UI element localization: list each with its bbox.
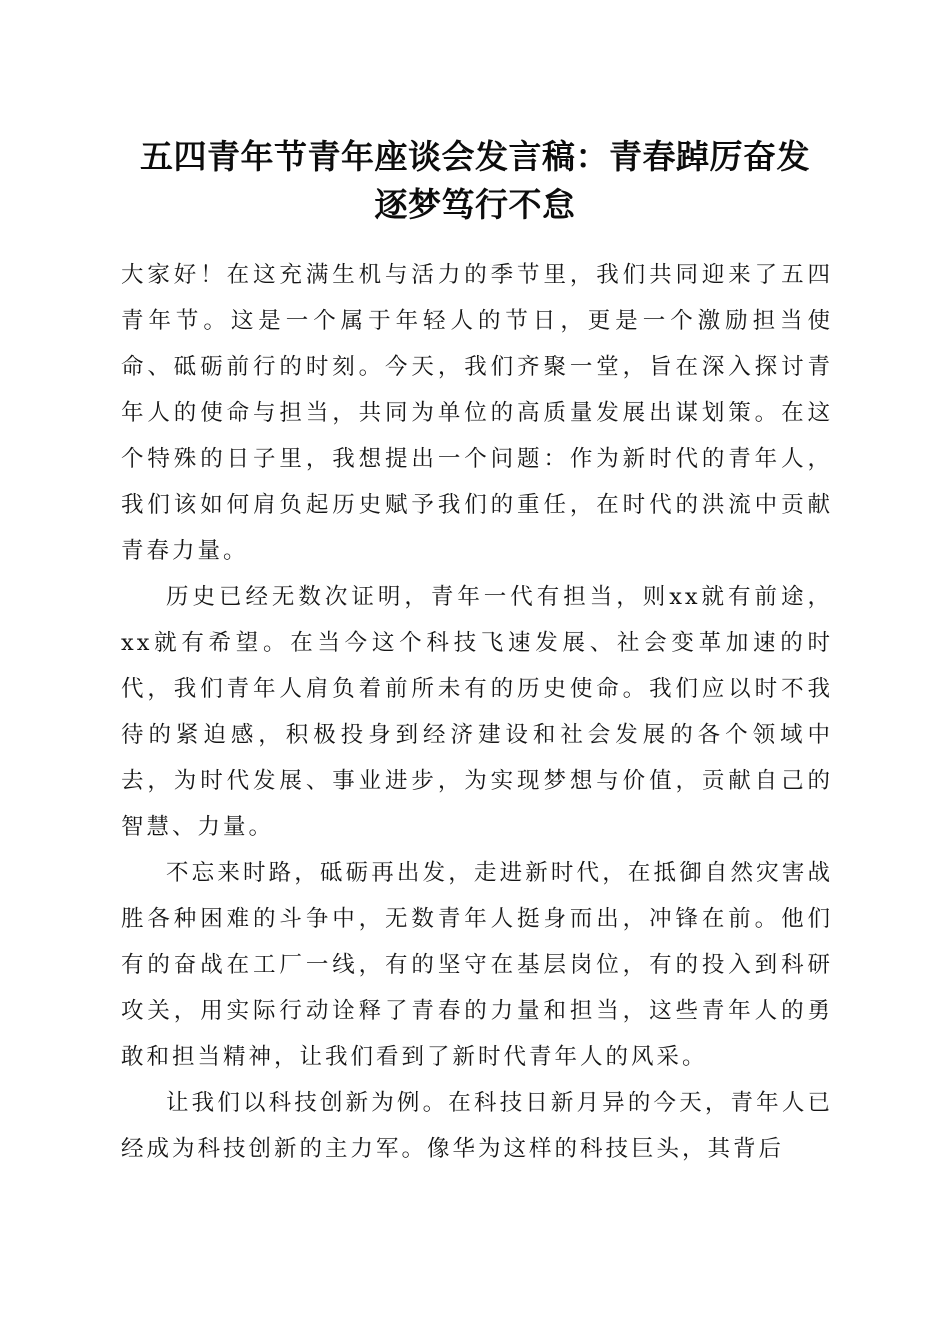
paragraph-innovation: 让我们以科技创新为例。在科技日新月异的今天，青年人已经成为科技创新的主力军。像华为这样的科技巨头，其背后	[121, 1090, 833, 1162]
document-body	[121, 252, 833, 1172]
paragraph-greeting: 大家好！在这充满生机与活力的季节里，我们共同迎来了五四青年节。这是一个属于年轻人的节日，更是一个激励担当使命、砥砺前行的时刻。今天，我们齐聚一堂，旨在深入探讨青年人的使命与担当，共同为单位的高质量发展出谋划策。在这个特殊的日子里，我想提出一个问题：作为新时代的青年人，我们该如何肩负起历史赋予我们的重任，在时代的洪流中贡献青春力量。	[121, 262, 833, 564]
paragraph-new-era: 不忘来时路，砥砺再出发，走进新时代，在抵御自然灾害战胜各种困难的斗争中，无数青年人挺身而出，冲锋在前。他们有的奋战在工厂一线，有的坚守在基层岗位，有的投入到科研攻关，用实际行动诠释了青春的力量和担当，这些青年人的勇敢和担当精神，让我们看到了新时代青年人的风采。	[121, 860, 833, 1070]
title-line-2: 逐梦笃行不怠	[374, 185, 576, 224]
title-line-1: 五四青年节青年座谈会发言稿：青春踔厉奋发	[140, 137, 810, 176]
paragraph-history: 历史已经无数次证明，青年一代有担当，则xx就有前途，xx就有希望。在当今这个科技飞速发展、社会变革加速的时代，我们青年人肩负着前所未有的历史使命。我们应以时不我待的紧迫感，积极投身到经济建设和社会发展的各个领域中去，为时代发展、事业进步，为实现梦想与价值，贡献自己的智慧、力量。	[121, 584, 833, 840]
document-title	[100, 133, 850, 229]
